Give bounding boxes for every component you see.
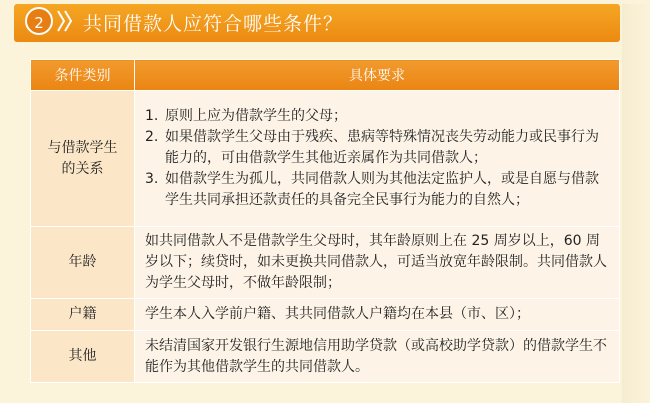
- list-item: [145, 169, 611, 211]
- requirement-detail: [135, 91, 620, 227]
- list-item: [145, 127, 611, 169]
- table-row: [31, 299, 620, 331]
- section-number-badge: 2: [25, 7, 53, 35]
- list-item-number: 3.: [145, 171, 159, 187]
- requirement-detail: 学生本人入学前户籍、其共同借款人户籍均在本县（市、区）；: [135, 299, 620, 331]
- table-header-row: [31, 60, 620, 91]
- category-other: 其他: [31, 331, 135, 383]
- requirement-detail: 未结清国家开发银行生源地信用助学贷款（或高校助学贷款）的借款学生不能作为其他借款学生的共同借款人。: [135, 331, 620, 383]
- requirements-table: [30, 59, 620, 383]
- list-item-text: 如果借款学生父母由于残疾、患病等特殊情况丧失劳动能力或民事行为能力的，可由借款学生其他近亲属作为共同借款人；: [165, 129, 599, 166]
- column-header-requirements: 具体要求: [135, 60, 620, 91]
- list-item-number: 1.: [145, 108, 159, 124]
- list-item: [145, 106, 611, 127]
- category-relationship: 与借款学生的关系: [31, 91, 135, 227]
- list-item-number: 2.: [145, 129, 159, 145]
- table-row: [31, 331, 620, 383]
- requirement-detail: 如共同借款人不是借款学生父母时，其年龄原则上在 25 周岁以上，60 周岁以下；续贷时，如未更换共同借款人，可适当放宽年龄限制。共同借款人为学生父母时，不做年龄限制；: [135, 227, 620, 299]
- table-row: [31, 91, 620, 227]
- category-age: 年龄: [31, 227, 135, 299]
- table-row: [31, 227, 620, 299]
- column-header-category: 条件类别: [31, 60, 135, 91]
- list-item-text: 如借款学生为孤儿，共同借款人则为其他法定监护人，或是自愿与借款学生共同承担还款责任的具备完全民事行为能力的自然人；: [165, 171, 599, 208]
- category-residence: 户籍: [31, 299, 135, 331]
- page-edge: [622, 4, 650, 403]
- list-item-text: 原则上应为借款学生的父母；: [165, 108, 347, 124]
- chevron-right-icon: [63, 8, 73, 34]
- page-title: 共同借款人应符合哪些条件？: [83, 13, 344, 35]
